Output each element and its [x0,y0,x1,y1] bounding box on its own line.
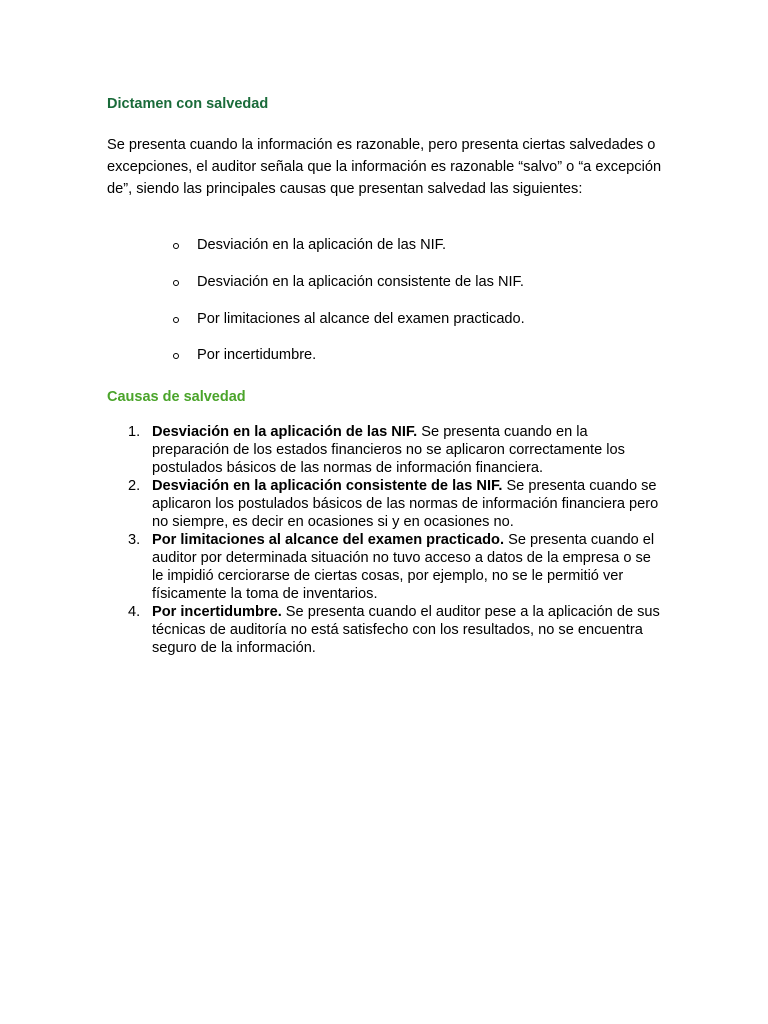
bullet-text: Desviación en la aplicación de las NIF. [197,237,447,253]
intro-paragraph: Se presenta cuando la información es razonable, pero presenta ciertas salvedades o excepciones, el auditor señala que la información es razonable “salvo” o “a excepción de”, siendo las principales causas que presentan salvedad las siguientes: [107,137,662,197]
cause-number: 3. [128,532,141,548]
cause-text: Se presenta cuando el auditor por determinada situación no tuvo acceso a datos de la empresa o se le impidió cerciorarse de ciertas cosas, por ejemplo, no se le permitió ver físicamente la toma de inventarios. [152,532,655,602]
cause-item [0,423,664,477]
bullet-text: Por incertidumbre. [197,347,317,363]
cause-text: Se presenta cuando el auditor pese a la aplicación de sus técnicas de auditoría no está satisfecho con los resultados, no se encuentra seguro de la información. [152,604,660,656]
cause-item [0,531,664,603]
circle-bullet-icon [173,243,179,249]
cause-text: Se presenta cuando en la preparación de los estados financieros no se aplicaron correctamente los postulados básicos de las normas de información financiera. [152,424,625,476]
cause-number: 4. [128,604,141,620]
cause-lead: Por limitaciones al alcance del examen practicado. [152,532,505,548]
bullet-text: Por limitaciones al alcance del examen practicado. [197,311,525,327]
section-heading-dictamen: Dictamen con salvedad [107,96,269,112]
causes-list [0,423,768,657]
cause-text: Se presenta cuando se aplicaron los postulados básicos de las normas de información financiera pero no siempre, es decir en ocasiones si y en ocasiones no. [152,478,659,530]
circle-bullet-icon [173,353,179,359]
cause-number: 1. [128,424,141,440]
cause-lead: Desviación en la aplicación de las NIF. [152,424,418,440]
bullet-text: Desviación en la aplicación consistente de las NIF. [197,274,524,290]
circle-bullet-icon [173,280,179,286]
cause-item [0,603,664,657]
cause-lead: Desviación en la aplicación consistente de las NIF. [152,478,503,494]
circle-bullet-icon [173,317,179,323]
section-heading-causas: Causas de salvedad [107,389,246,405]
cause-number: 2. [128,478,141,494]
cause-item [0,477,664,531]
cause-lead: Por incertidumbre. [152,604,282,620]
